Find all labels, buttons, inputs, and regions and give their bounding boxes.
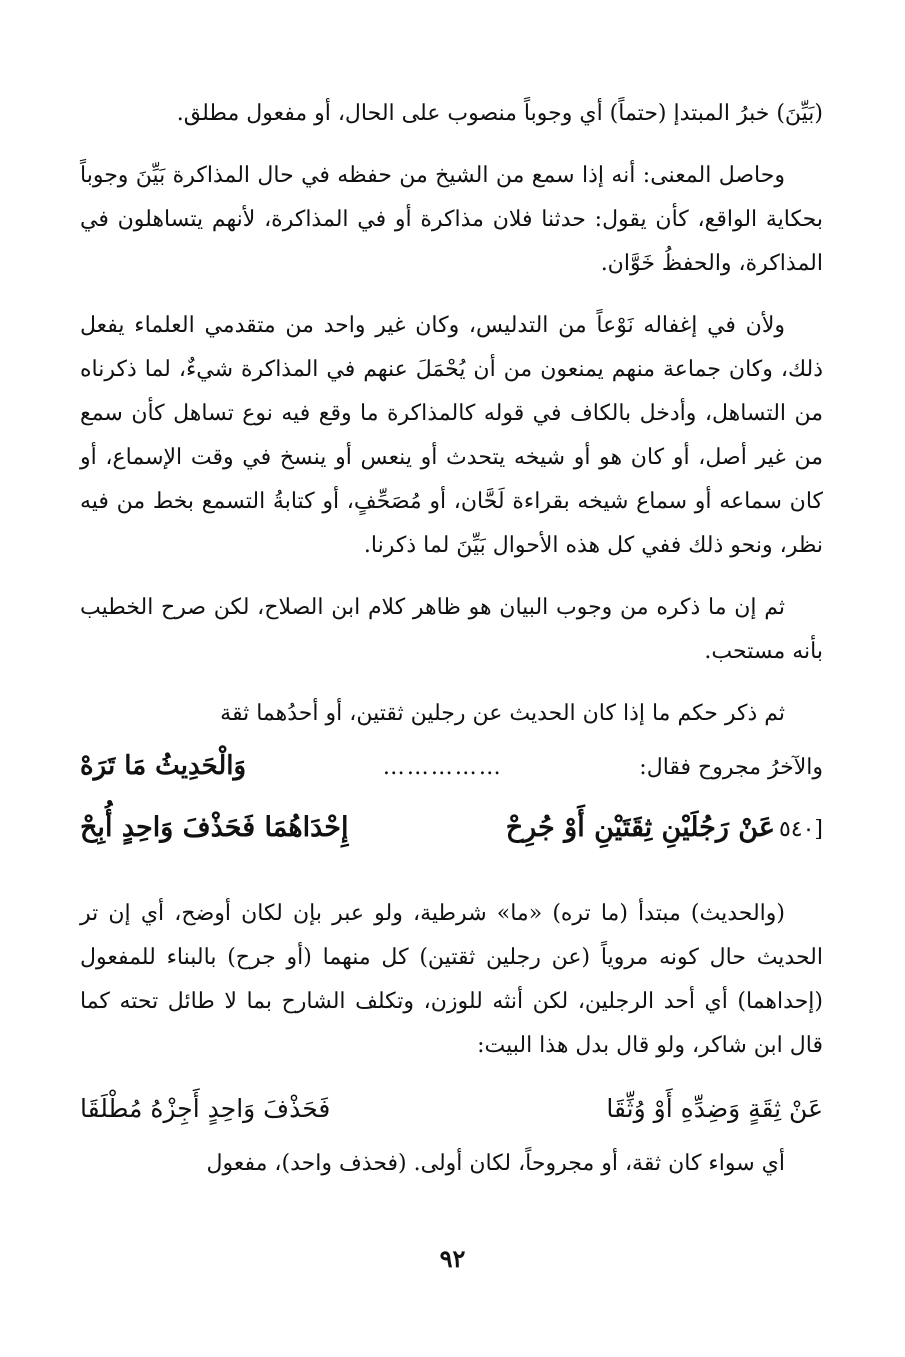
alternative-verse	[80, 1086, 823, 1132]
paragraph-5: ثم ذكر حكم ما إذا كان الحديث عن رجلين ثقتين، أو أحدُهما ثقة	[220, 701, 785, 726]
verse-lead-hemistich: وَالْحَدِيثُ مَا تَرَهْ	[80, 751, 247, 781]
main-verse-second-hemistich: إِحْدَاهُمَا فَحَذْفَ وَاحِدٍ أُبِحْ	[80, 812, 349, 843]
page-body	[80, 92, 823, 1204]
alternative-verse-first-hemistich: عَنْ ثِقَةٍ وَضِدِّهِ أَوْ وُثِّقَا	[606, 1094, 823, 1123]
verse-lead-text: والآخرُ مجروح فقال:	[639, 755, 823, 780]
verse-lead-dots: ……………	[382, 755, 503, 780]
main-verse	[80, 804, 823, 854]
main-verse-first-part	[506, 804, 823, 854]
page-number: ٩٢	[439, 1244, 466, 1273]
paragraph-2: وحاصل المعنى: أنه إذا سمع من الشيخ من حفظه في حال المذاكرة بَيِّنَ وجوباً بحكاية الواقع، كأن يقول: حدثنا فلان مذاكرة أو في المذاكرة، لأنهم يتساهلون في المذاكرة، والحفظُ خَوَّان.	[80, 163, 823, 276]
verse-lead-line	[80, 744, 823, 790]
alternative-verse-second-hemistich: فَحَذْفَ وَاحِدٍ أَجِزْهُ مُطْلَقَا	[80, 1094, 331, 1123]
verse-number: [٥٤٠	[778, 817, 823, 842]
paragraph-3: ولأن في إغفاله نَوْعاً من التدليس، وكان غير واحد من متقدمي العلماء يفعل ذلك، وكان جماعة منهم يمنعون من أن يُحْمَلَ عنهم في المذاكرة شيءٌ، لما ذكرناه من التساهل، وأدخل بالكاف في قوله كالمذاكرة ما وقع فيه نوع تساهل كأن سمع من غير أصل، أو كان هو أو شيخه يتحدث أو ينعس أو ينسخ في وقت الإسماع، أو كان سماعه أو سماع شيخه بقراءة لَحَّان، أو مُصَحِّفٍ، أو كتابةُ التسمع بخط من فيه نظر، ونحو ذلك ففي كل هذه الأحوال بَيِّنَ لما ذكرنا.	[80, 313, 823, 558]
commentary-paragraph: (والحديث) مبتدأ (ما تره) «ما» شرطية، ولو عبر بإن لكان أوضح، أي إن تر الحديث حال كونه مروياً (عن رجلين ثقتين) كل منهما (أو جرح) بالبناء للمفعول (إحداهما) أي أحد الرجلين، لكن أنثه للوزن، وتكلف الشارح بما لا طائل تحته كما قال ابن شاكر، ولو قال بدل هذا البيت:	[80, 901, 823, 1058]
paragraph-4: ثم إن ما ذكره من وجوب البيان هو ظاهر كلام ابن الصلاح، لكن صرح الخطيب بأنه مستحب.	[80, 595, 823, 664]
last-paragraph: أي سواء كان ثقة، أو مجروحاً، لكان أولى. (فحذف واحد)، مفعول	[206, 1151, 785, 1176]
main-verse-first-hemistich: عَنْ رَجُلَيْنِ ثِقَتَيْنِ أَوْ جُرِحْ	[505, 812, 775, 843]
paragraph-1: (بَيِّنَ) خبرُ المبتدإ (حتماً) أي وجوباً منصوب على الحال، أو مفعول مطلق.	[176, 101, 823, 126]
